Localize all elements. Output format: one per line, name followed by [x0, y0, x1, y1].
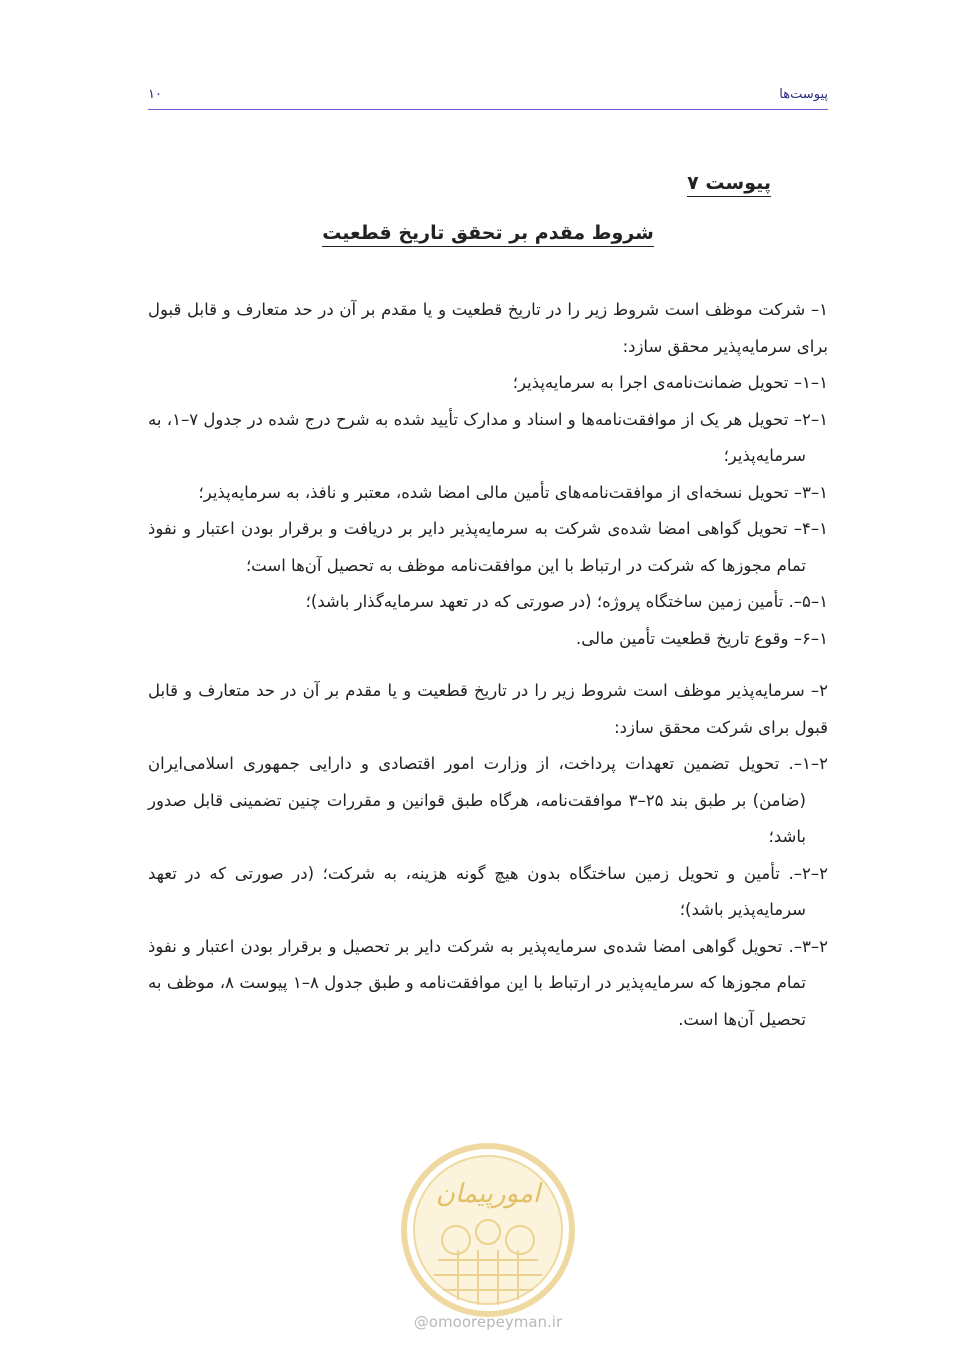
page-header: [148, 85, 828, 110]
watermark-logo: [398, 1140, 578, 1320]
main-title-wrap: [0, 222, 976, 244]
section1-item: ۱–۳– تحویل نسخه‌ای از موافقت‌نامه‌های تأمین مالی امضا شده، معتبر و نافذ، به سرمایه‌پذیر؛: [198, 482, 828, 502]
section1-item: ۱–۶– وقوع تاریخ قطعیت تأمین مالی.: [576, 628, 828, 648]
watermark-logo-text: امورپیمان: [435, 1179, 541, 1209]
section1-intro: ۱– شرکت موظف است شروط زیر را در تاریخ قطعیت و یا مقدم بر آن در حد متعارف و قابل قبول برای سرمایه‌پذیر محقق سازد:: [148, 300, 828, 356]
appendix-title: پیوست ۷: [687, 172, 771, 197]
section1-item: ۱–۵–. تأمین زمین ساختگاه پروژه؛ (در صورتی که در تعهد سرمایه‌گذار باشد)؛: [305, 592, 828, 611]
watermark-url: @omoorepeyman.ir: [413, 1313, 563, 1331]
page-number: ۱۰: [148, 87, 162, 102]
document-body: [148, 292, 828, 1038]
section2-intro: ۲– سرمایه‌پذیر موظف است شروط زیر را در تاریخ قطعیت و یا مقدم بر آن در حد متعارف و قابل قبول برای شرکت محقق سازد:: [148, 681, 828, 737]
spacer: [148, 657, 828, 673]
section2-item: ۲–۱–. تحویل تضمین تعهدات پرداخت، از وزارت امور اقتصادی و دارایی جمهوری اسلامی‌ایران (ضامن) بر طبق بند ۲۵–۳ موافقت‌نامه، هرگاه طبق قوانین و مقررات چنین تضمینی قابل صدور باشد؛: [148, 754, 828, 846]
main-title: شروط مقدم بر تحقق تاریخ قطعیت: [322, 222, 654, 247]
section1-item: ۱–۲– تحویل هر یک از موافقت‌نامه‌ها و اسناد و مدارک تأیید شده به شرح درج شده در جدول ۷–۱، به سرمایه‌پذیر؛: [148, 409, 828, 465]
section2-item: ۲–۳–. تحویل گواهی امضا شده‌ی سرمایه‌پذیر به شرکت دایر بر تحصیل و برقرار بودن اعتبار و نفوذ تمام مجوزها که سرمایه‌پذیر در ارتباط با این موافقت‌نامه و طبق جدول ۸–۱ پیوست ۸، موظف به تحصیل آن‌ها است.: [148, 936, 828, 1029]
section1-item: ۱–۱– تحویل ضمانت‌نامه‌ی اجرا به سرمایه‌پذیر؛: [512, 373, 828, 392]
header-section-title: پیوست‌ها: [779, 87, 828, 102]
section1-item: ۱–۴– تحویل گواهی امضا شده‌ی شرکت به سرمایه‌پذیر دایر بر دریافت و برقرار بودن اعتبار و نفوذ تمام مجوزها که شرکت در ارتباط با این موافقت‌نامه موظف به تحصیل آن‌ها است؛: [148, 519, 828, 575]
section2-item: ۲–۲–. تأمین و تحویل زمین ساختگاه بدون هیچ گونه هزینه، به شرکت؛ (در صورتی که در تعهد سرمایه‌پذیر باشد)؛: [148, 863, 828, 919]
